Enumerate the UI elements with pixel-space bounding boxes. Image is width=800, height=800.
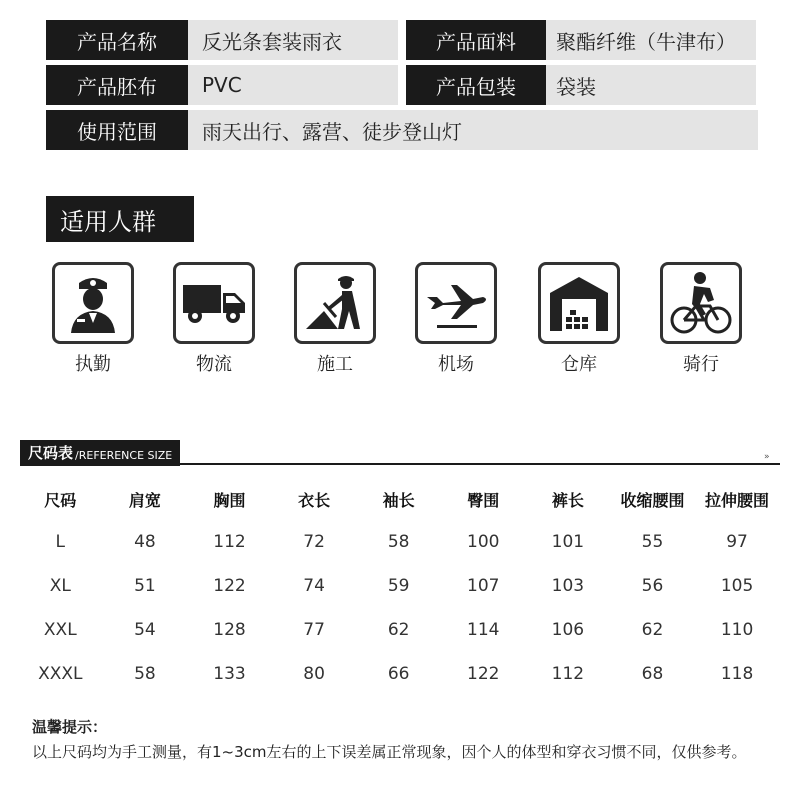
size-chart-title: 尺码表 — [28, 444, 74, 462]
table-cell: 118 — [720, 664, 754, 684]
audience-item-label: 骑行 — [683, 354, 719, 375]
audience-item-label: 仓库 — [561, 354, 597, 375]
table-header-cell: 收缩腰围 — [620, 490, 685, 510]
table-header-cell: 胸围 — [213, 490, 246, 510]
audience-item-label: 执勤 — [75, 354, 111, 375]
table-cell: 107 — [467, 576, 500, 596]
table-cell: 58 — [387, 532, 410, 552]
table-cell: XL — [49, 576, 71, 596]
audience-item — [415, 262, 497, 375]
table-header-cell: 衣长 — [298, 490, 331, 510]
audience-item-label: 施工 — [317, 354, 353, 375]
size-chart-subtitle: /REFERENCE SIZE — [75, 449, 173, 462]
table-cell: 110 — [720, 620, 754, 640]
spec-label: 使用范围 — [46, 110, 188, 150]
table-cell: 122 — [213, 576, 246, 596]
delivery-truck-icon — [173, 262, 255, 344]
table-row — [18, 608, 780, 652]
audience-item — [52, 262, 134, 375]
table-cell: 54 — [134, 620, 156, 640]
tips-text: 以上尺码均为手工测量，有1~3cm左右的上下误差属正常现象，因个人的体型和穿衣习惯不同，仅供参考。 — [32, 743, 747, 761]
size-chart-divider — [20, 463, 780, 465]
spec-label: 产品包装 — [406, 65, 546, 105]
table-cell: 74 — [303, 576, 325, 596]
spec-label: 产品面料 — [406, 20, 546, 60]
table-cell: 80 — [303, 664, 325, 684]
construction-worker-icon — [294, 262, 376, 344]
table-cell: 48 — [134, 532, 156, 552]
spec-row-package — [406, 65, 756, 105]
warehouse-icon — [538, 262, 620, 344]
cyclist-icon — [660, 262, 742, 344]
table-header-cell: 臀围 — [467, 490, 500, 510]
table-header-cell: 拉伸腰围 — [705, 490, 770, 510]
spec-row-base — [46, 65, 398, 105]
corner-mark-icon: » — [764, 452, 770, 462]
airplane-icon — [415, 262, 497, 344]
table-row — [18, 520, 780, 564]
audience-item — [294, 262, 376, 375]
table-cell: XXL — [43, 620, 77, 640]
audience-item — [173, 262, 255, 375]
table-cell: 128 — [213, 620, 246, 640]
table-cell: L — [55, 532, 66, 552]
tips-title: 温馨提示： — [32, 718, 108, 736]
table-cell: 51 — [134, 576, 156, 596]
audience-title: 适用人群 — [46, 196, 194, 242]
spec-value: 袋装 — [546, 65, 756, 105]
table-cell: 59 — [387, 576, 410, 596]
audience-item — [660, 262, 742, 375]
table-header-cell: 尺码 — [44, 490, 77, 510]
spec-row-name — [46, 20, 398, 60]
spec-row-usage — [46, 110, 758, 150]
table-cell: 112 — [551, 664, 585, 684]
size-table — [18, 478, 780, 696]
table-cell: 77 — [303, 620, 325, 640]
table-cell: 66 — [387, 664, 410, 684]
table-cell: 133 — [213, 664, 246, 684]
table-cell: 62 — [641, 620, 664, 640]
table-cell: 106 — [551, 620, 585, 640]
table-cell: 103 — [551, 576, 585, 596]
spec-label: 产品名称 — [46, 20, 188, 60]
table-cell: 72 — [303, 532, 325, 552]
table-cell: 58 — [134, 664, 156, 684]
spec-row-fabric — [406, 20, 756, 60]
spec-value: PVC — [188, 65, 398, 105]
table-row — [18, 652, 780, 696]
table-cell: 56 — [641, 576, 664, 596]
table-header-row — [18, 478, 780, 520]
audience-item-label: 物流 — [196, 354, 232, 375]
table-cell: 68 — [641, 664, 664, 684]
table-cell: 97 — [726, 532, 748, 552]
table-cell: 101 — [551, 532, 585, 552]
table-cell: 105 — [720, 576, 754, 596]
table-cell: 112 — [213, 532, 246, 552]
spec-value: 反光条套装雨衣 — [188, 20, 398, 60]
audience-item-label: 机场 — [438, 354, 474, 375]
table-header-cell: 肩宽 — [128, 490, 161, 510]
table-header-cell: 袖长 — [382, 490, 415, 510]
table-row — [18, 564, 780, 608]
table-cell: 62 — [387, 620, 410, 640]
table-header-cell: 裤长 — [551, 490, 584, 510]
table-cell: 122 — [467, 664, 500, 684]
spec-label: 产品胚布 — [46, 65, 188, 105]
table-cell: 100 — [467, 532, 500, 552]
table-cell: 114 — [467, 620, 500, 640]
table-cell: 55 — [641, 532, 664, 552]
spec-value: 聚酯纤维（牛津布） — [546, 20, 756, 60]
police-officer-icon — [52, 262, 134, 344]
table-cell: XXXL — [38, 664, 83, 684]
audience-item — [538, 262, 620, 375]
spec-value: 雨天出行、露营、徒步登山灯 — [188, 110, 758, 150]
